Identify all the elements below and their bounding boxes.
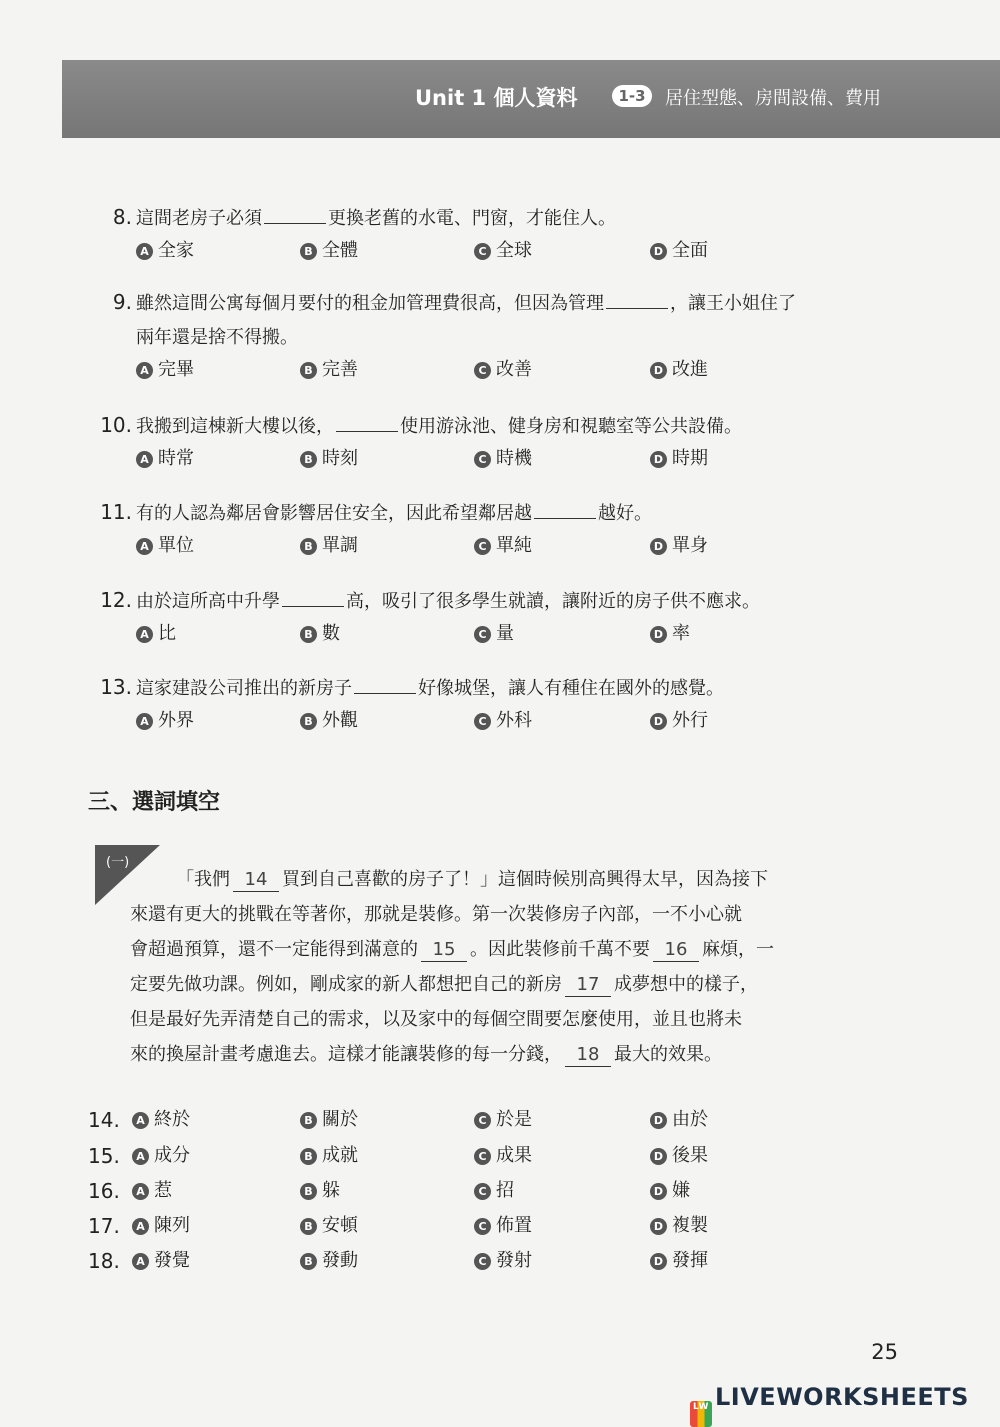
- option-c[interactable]: C 單純: [474, 531, 532, 561]
- section-title: 三、選詞填空: [88, 790, 221, 815]
- choice-row-18: [88, 1246, 928, 1281]
- page-number: 25: [871, 1340, 898, 1364]
- option-b[interactable]: B 完善: [300, 355, 358, 385]
- blank-14[interactable]: 14: [233, 869, 279, 892]
- choice-row-14: [88, 1105, 928, 1140]
- option-a[interactable]: A 成分: [132, 1141, 190, 1171]
- option-c[interactable]: C 量: [474, 619, 514, 649]
- question-text: 雖然這間公寓每個月要付的租金加管理費很高，但因為管理: [136, 293, 604, 314]
- option-b[interactable]: B 數: [300, 619, 340, 649]
- option-d[interactable]: D 單身: [650, 531, 708, 561]
- option-a[interactable]: A 單位: [136, 531, 194, 561]
- question-11: [88, 495, 928, 565]
- answer-blank[interactable]: [336, 413, 398, 432]
- option-c[interactable]: C 於是: [474, 1105, 532, 1135]
- answer-blank[interactable]: [264, 205, 326, 224]
- answer-blank[interactable]: [534, 500, 596, 519]
- option-a[interactable]: A 全家: [136, 236, 194, 266]
- passage-tab-label: (一): [106, 855, 130, 870]
- question-text: 這間老房子必須: [136, 208, 262, 229]
- choice-row-17: [88, 1211, 928, 1246]
- choice-row-15: [88, 1141, 928, 1176]
- question-text: 這家建設公司推出的新房子: [136, 678, 352, 699]
- blank-18[interactable]: 18: [565, 1044, 611, 1067]
- option-b[interactable]: B 時刻: [300, 444, 358, 474]
- question-text: 使用游泳池、健身房和視聽室等公共設備。: [400, 416, 742, 437]
- option-a[interactable]: A 陳列: [132, 1211, 190, 1241]
- answer-blank[interactable]: [282, 588, 344, 607]
- question-number: 13.: [100, 675, 132, 699]
- option-d[interactable]: D 由於: [650, 1105, 708, 1135]
- option-d[interactable]: D 率: [650, 619, 690, 649]
- page-header: [62, 60, 1000, 138]
- option-d[interactable]: D 時期: [650, 444, 708, 474]
- liveworksheets-icon: LW: [690, 1401, 712, 1427]
- question-text: 由於這所高中升學: [136, 591, 280, 612]
- option-d[interactable]: D 全面: [650, 236, 708, 266]
- answer-blank[interactable]: [354, 675, 416, 694]
- question-number: 17.: [88, 1214, 120, 1238]
- option-c[interactable]: C 招: [474, 1176, 514, 1206]
- question-text: 更換老舊的水電、門窗，才能住人。: [328, 208, 616, 229]
- option-b[interactable]: B 單調: [300, 531, 358, 561]
- option-c[interactable]: C 成果: [474, 1141, 532, 1171]
- option-c[interactable]: C 佈置: [474, 1211, 532, 1241]
- option-d[interactable]: D 外行: [650, 706, 708, 736]
- option-b[interactable]: B 全體: [300, 236, 358, 266]
- answer-blank[interactable]: [606, 290, 668, 309]
- question-9: [88, 285, 928, 389]
- question-number: 18.: [88, 1249, 120, 1273]
- question-number: 14.: [88, 1108, 120, 1132]
- unit-title: Unit 1 個人資料: [415, 86, 578, 110]
- option-b[interactable]: B 成就: [300, 1141, 358, 1171]
- question-13: [88, 670, 928, 740]
- question-number: 9.: [112, 290, 132, 314]
- option-a[interactable]: A 完畢: [136, 355, 194, 385]
- option-a[interactable]: A 時常: [136, 444, 194, 474]
- lesson-badge: 1-3: [612, 85, 652, 107]
- question-text: ，讓王小姐住了: [670, 293, 796, 314]
- question-text: 高，吸引了很多學生就讀，讓附近的房子供不應求。: [346, 591, 760, 612]
- question-text: 我搬到這棟新大樓以後，: [136, 416, 334, 437]
- option-b[interactable]: B 安頓: [300, 1211, 358, 1241]
- option-c[interactable]: C 全球: [474, 236, 532, 266]
- blank-15[interactable]: 15: [421, 939, 467, 962]
- question-8: [88, 200, 928, 270]
- question-number: 11.: [100, 500, 132, 524]
- question-number: 16.: [88, 1179, 120, 1203]
- cloze-passage: 「我們 14 買到自己喜歡的房子了！」這個時候別高興得太早，因為接下 來還有更大的挑戰在等著你，那就是裝修。第一次裝修房子內部，一不小心就 會超過預算，還不一定能得到滿意的 15 。因此裝修前千萬不要 16 麻煩，一 定要先做功課。例如，剛成家的新人都想把自己的新房 17 成夢想中的樣子， 但是最好先弄清楚自己的需求，以及家中的每個空間要怎麼使用，並且也將未 來的換屋計畫考慮進去。這樣才能讓裝修的每一分錢， 18 最大的效果。: [130, 869, 774, 1065]
- option-b[interactable]: B 發動: [300, 1246, 358, 1276]
- option-d[interactable]: D 發揮: [650, 1246, 708, 1276]
- option-d[interactable]: D 改進: [650, 355, 708, 385]
- option-c[interactable]: C 外科: [474, 706, 532, 736]
- option-a[interactable]: A 發覺: [132, 1246, 190, 1276]
- option-d[interactable]: D 後果: [650, 1141, 708, 1171]
- brand-name: LIVEWORKSHEETS: [715, 1383, 969, 1411]
- option-b[interactable]: B 外觀: [300, 706, 358, 736]
- question-text: 好像城堡，讓人有種住在國外的感覺。: [418, 678, 724, 699]
- question-12: [88, 583, 928, 653]
- option-b[interactable]: B 關於: [300, 1105, 358, 1135]
- choice-row-16: [88, 1176, 928, 1211]
- question-10: [88, 408, 928, 478]
- option-a[interactable]: A 外界: [136, 706, 194, 736]
- option-c[interactable]: C 時機: [474, 444, 532, 474]
- question-text: 有的人認為鄰居會影響居住安全，因此希望鄰居越: [136, 503, 532, 524]
- question-text: 越好。: [598, 503, 652, 524]
- question-text-cont: 兩年還是捨不得搬。: [136, 327, 298, 348]
- option-b[interactable]: B 躲: [300, 1176, 340, 1206]
- blank-16[interactable]: 16: [653, 939, 699, 962]
- option-a[interactable]: A 終於: [132, 1105, 190, 1135]
- option-a[interactable]: A 比: [136, 619, 176, 649]
- option-d[interactable]: D 嫌: [650, 1176, 690, 1206]
- question-number: 8.: [112, 205, 132, 229]
- question-number: 12.: [100, 588, 132, 612]
- blank-17[interactable]: 17: [565, 974, 611, 997]
- lesson-title: 居住型態、房間設備、費用: [665, 88, 881, 109]
- option-c[interactable]: C 改善: [474, 355, 532, 385]
- question-number: 15.: [88, 1144, 120, 1168]
- liveworksheets-logo[interactable]: [690, 1383, 969, 1427]
- option-d[interactable]: D 複製: [650, 1211, 708, 1241]
- question-number: 10.: [100, 413, 132, 437]
- option-c[interactable]: C 發射: [474, 1246, 532, 1276]
- option-a[interactable]: A 惹: [132, 1176, 172, 1206]
